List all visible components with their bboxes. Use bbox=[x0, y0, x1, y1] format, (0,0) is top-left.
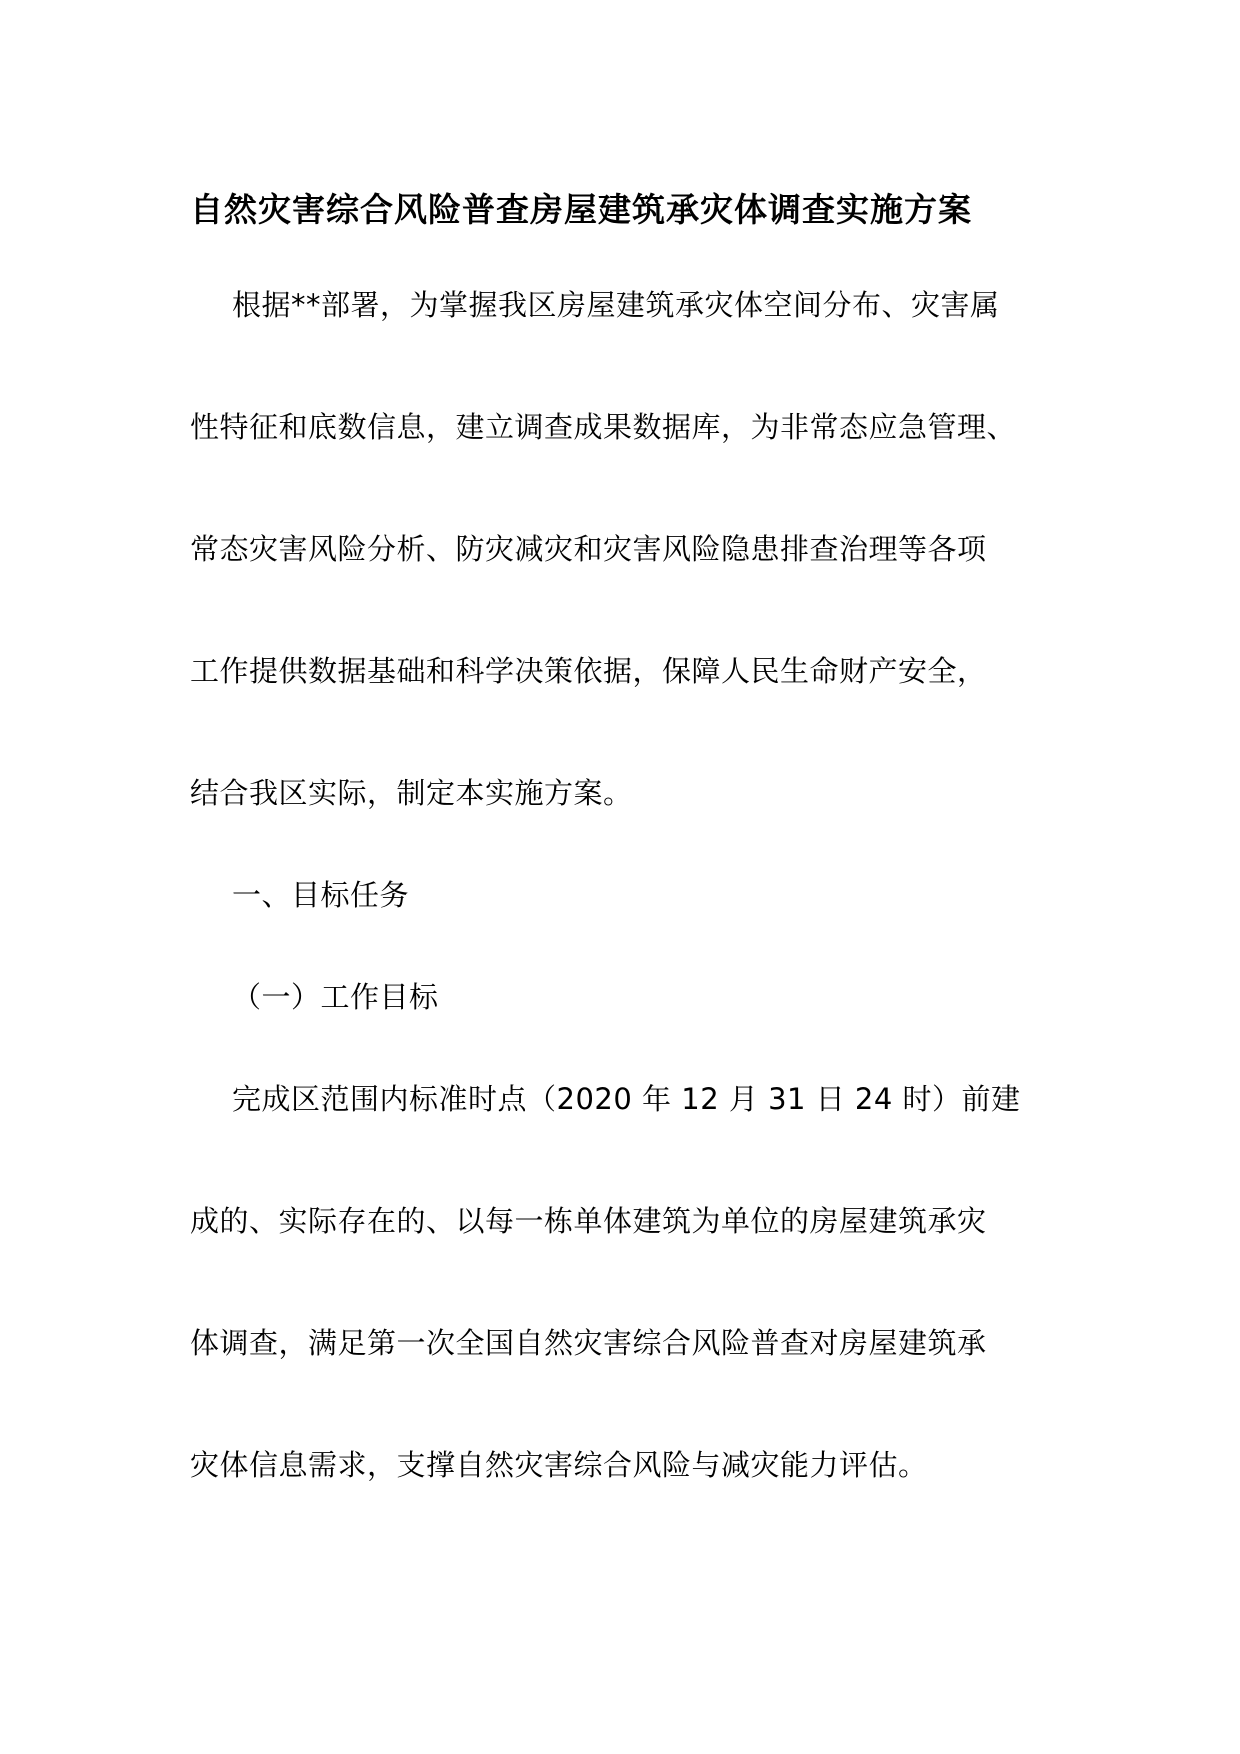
paragraph-line: 成的、实际存在的、以每一栋单体建筑为单位的房屋建筑承灾 bbox=[190, 1204, 987, 1238]
document-title: 自然灾害综合风险普查房屋建筑承灾体调查实施方案 bbox=[190, 190, 972, 229]
paragraph-line: 工作提供数据基础和科学决策依据，保障人民生命财产安全， bbox=[190, 654, 987, 688]
paragraph-line: 灾体信息需求，支撑自然灾害综合风险与减灾能力评估。 bbox=[190, 1448, 928, 1482]
paragraph-line: 体调查，满足第一次全国自然灾害综合风险普查对房屋建筑承 bbox=[190, 1326, 987, 1360]
subsection-heading: （一）工作目标 bbox=[232, 980, 439, 1014]
paragraph-line: 性特征和底数信息，建立调查成果数据库，为非常态应急管理、 bbox=[190, 410, 1017, 444]
section-heading: 一、目标任务 bbox=[232, 878, 410, 912]
paragraph-line: 结合我区实际，制定本实施方案。 bbox=[190, 776, 633, 810]
paragraph-line: 常态灾害风险分析、防灾减灾和灾害风险隐患排查治理等各项 bbox=[190, 532, 987, 566]
paragraph-line: 根据**部署，为掌握我区房屋建筑承灾体空间分布、灾害属 bbox=[232, 288, 1000, 322]
paragraph-line: 完成区范围内标准时点（2020 年 12 月 31 日 24 时）前建 bbox=[232, 1082, 1021, 1116]
